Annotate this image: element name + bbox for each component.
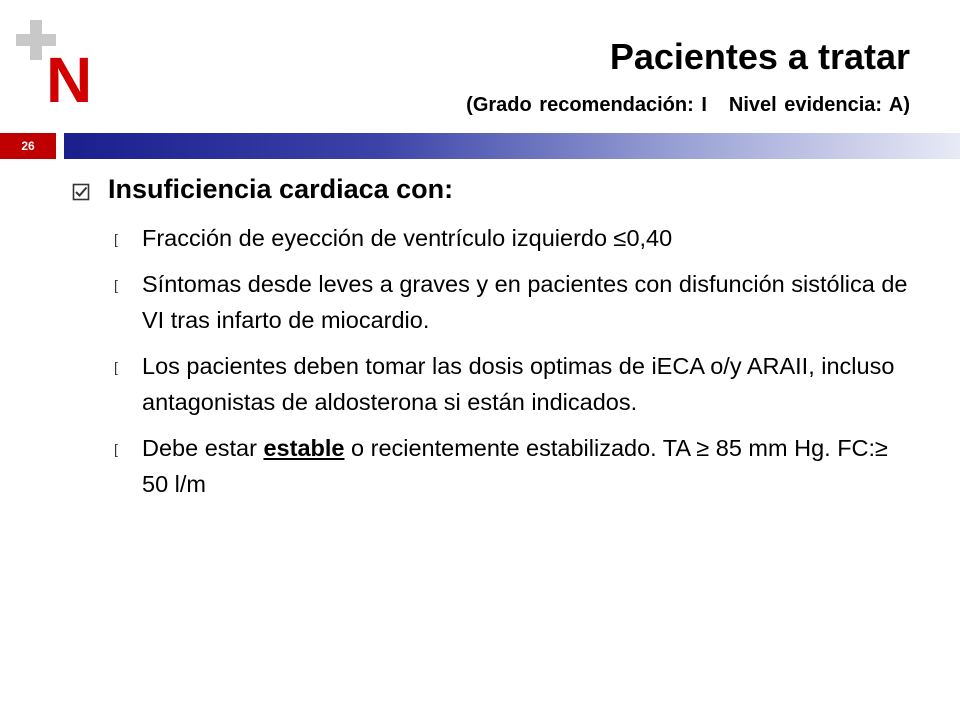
slide-content (72, 174, 912, 512)
list-item (114, 220, 912, 256)
slide-subtitle (466, 94, 910, 117)
bracket-bullet-icon: [ (114, 277, 118, 293)
list-item-text: Síntomas desde leves a graves y en pacientes con disfunción sistólica de VI tras infarto de miocardio. (142, 271, 908, 333)
subtitle-grade: (Grado recomendación: I (466, 94, 707, 116)
header-gradient-bar (64, 133, 960, 159)
slide-title: Pacientes a tratar (609, 36, 910, 77)
svg-text:N: N (46, 44, 93, 106)
heading-bullet (72, 174, 912, 206)
plus-n-logo (12, 16, 102, 106)
list-item (114, 348, 912, 420)
subtitle-evidence: Nivel evidencia: A) (728, 94, 910, 116)
list-item (114, 266, 912, 338)
emphasized-word: estable (263, 435, 345, 461)
list-item-text: Los pacientes deben tomar las dosis optimas de iECA o/y ARAII, incluso antagonistas de aldosterona si están indicados. (142, 353, 895, 415)
bracket-bullet-icon: [ (114, 231, 118, 247)
slide-number: 26 (0, 133, 56, 159)
list-item-text: Fracción de eyección de ventrículo izquierdo ≤0,40 (142, 225, 673, 251)
checkbox-checked-icon (72, 174, 108, 206)
bracket-bullet-icon: [ (114, 441, 118, 457)
list-item-text: Debe estar estable o recientemente estabilizado. TA ≥ 85 mm Hg. FC:≥ 50 l/m (142, 435, 888, 497)
heading-text: Insuficiencia cardiaca con: (108, 174, 454, 204)
list-item (114, 430, 912, 502)
bracket-bullet-icon: [ (114, 359, 118, 375)
